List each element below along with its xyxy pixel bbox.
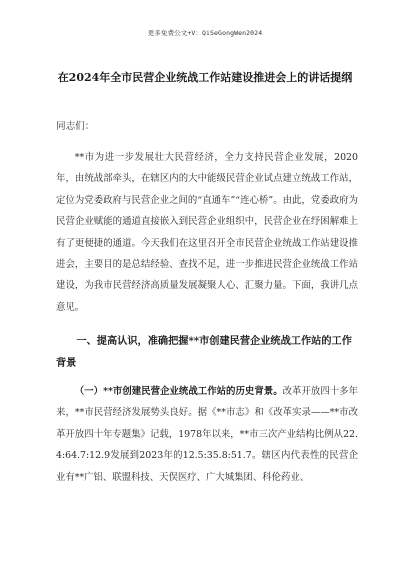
subsection-label: （一）**市创建民营企业统战工作站的历史背景。 xyxy=(74,386,283,397)
greeting: 同志们： xyxy=(56,121,95,132)
document-title: 在2024年全市民营企业统战工作站建设推进会上的讲话提纲 xyxy=(57,71,353,84)
subsection-paragraph-1 xyxy=(56,381,358,488)
section-heading-1: 一、提高认识，准确把握**市创建民营企业统战工作站的工作背景 xyxy=(56,335,352,369)
header-promo-note: 更多免费公文+V：QiSeGongWen2024 xyxy=(147,29,263,37)
intro-paragraph: **市为进一步发展壮大民营经济，全力支持民营企业发展，2020年，由统战部牵头，在辖区内的大中能级民营企业试点建立统战工作站，定位为党委政府与民营企业之间的“直通车”“连心桥”。由此，党委政府为民营企业赋能的通道直接嵌入到民营企业组织中，民营企业在纾困解难上有了更便捷的通道。今天我们在这里召开全市民营企业统战工作站建设推进会，主要目的是总结经验、查找不足，进一步推进民营企业统战工作站建设，为我市民营经济高质量发展凝聚人心、汇聚力量。下面，我讲几点意见。 xyxy=(56,152,358,313)
subsection-text: 改革开放四十多年来，**市民营经济发展势头良好。据《**市志》和《改革实录——**市改革开放四十年专题集》记载，1978年以来，**市三次产业结构比例从22.4:64.7:12.9发展到2023年的12.5:35.8:51.7。辖区内代表性的民营企业有**广铝、联盟科技、天俣医疗、广大城集团、科伦药业、 xyxy=(56,386,358,483)
